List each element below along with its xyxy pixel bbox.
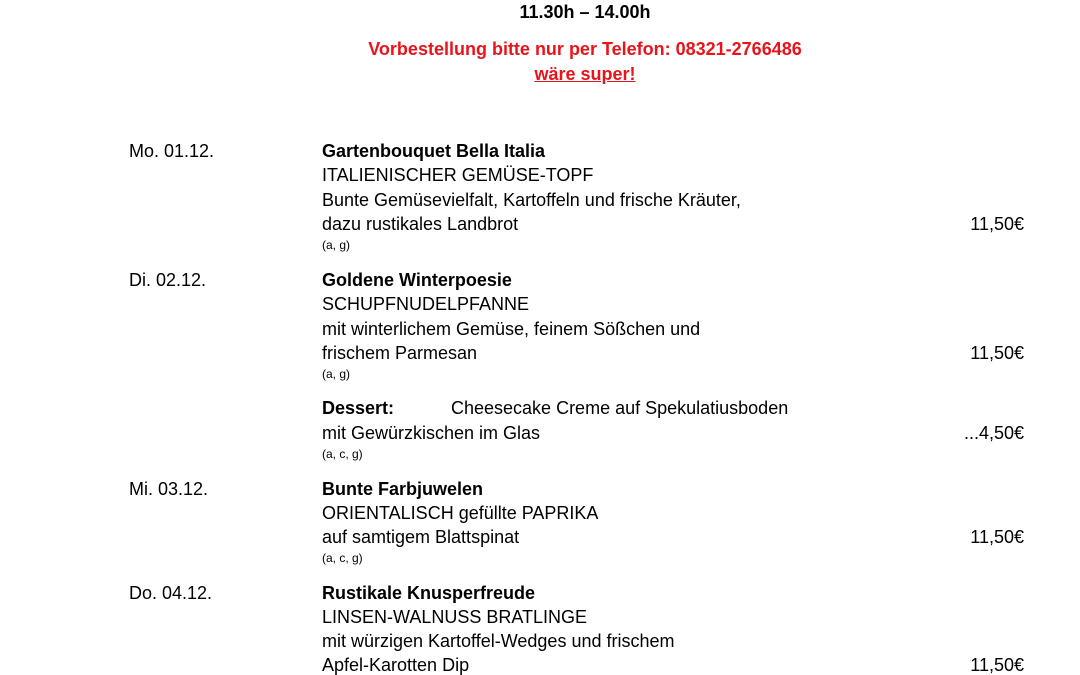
menu-price: 11,50€ (970, 527, 1024, 547)
menu-date: Mo. 01.12. (129, 141, 215, 161)
menu-description: Cheesecake Creme auf Spekulatiusboden (451, 398, 789, 418)
menu-dish: ORIENTALISCH gefüllte PAPRIKA (322, 503, 599, 523)
menu-description: Bunte Gemüsevielfalt, Kartoffeln und frische Kräuter, (322, 190, 741, 210)
menu-allergens: (a, g) (322, 367, 351, 381)
menu-title: Bunte Farbjuwelen (322, 479, 484, 499)
preorder-note: Vorbestellung bitte nur per Telefon: 08321-2766486 (368, 39, 802, 59)
menu-description: dazu rustikales Landbrot (322, 214, 519, 234)
menu-price: 11,50€ (970, 214, 1024, 234)
dessert-label: Dessert: (322, 398, 395, 418)
menu-description: mit würzigen Kartoffel-Wedges und frischem (322, 631, 675, 651)
preorder-note-emphasis: wäre super! (534, 64, 636, 84)
header-time: 11.30h – 14.00h (519, 2, 651, 22)
menu-description: auf samtigem Blattspinat (322, 527, 520, 547)
menu-date: Do. 04.12. (129, 583, 213, 603)
menu-price: ...4,50€ (963, 423, 1024, 443)
menu-title: Goldene Winterpoesie (322, 270, 512, 290)
menu-description: Apfel-Karotten Dip (322, 655, 470, 675)
menu-price: 11,50€ (970, 655, 1024, 675)
menu-date: Di. 02.12. (129, 270, 207, 290)
menu-title: Rustikale Knusperfreude (322, 583, 536, 603)
menu-dish: ITALIENISCHER GEMÜSE-TOPF (322, 165, 594, 185)
menu-allergens: (a, c, g) (322, 447, 363, 461)
dessert-line (322, 398, 788, 419)
menu-price: 11,50€ (970, 343, 1024, 363)
menu-title: Gartenbouquet Bella Italia (322, 141, 546, 161)
menu-description: mit Gewürzkischen im Glas (322, 423, 541, 443)
menu-date: Mi. 03.12. (129, 479, 209, 499)
menu-dish: LINSEN-WALNUSS BRATLINGE (322, 607, 588, 627)
menu-description: frischem Parmesan (322, 343, 478, 363)
menu-allergens: (a, g) (322, 238, 351, 252)
menu-description: mit winterlichem Gemüse, feinem Sößchen und (322, 319, 701, 339)
menu-dish: SCHUPFNUDELPFANNE (322, 294, 530, 314)
menu-allergens: (a, c, g) (322, 551, 363, 565)
